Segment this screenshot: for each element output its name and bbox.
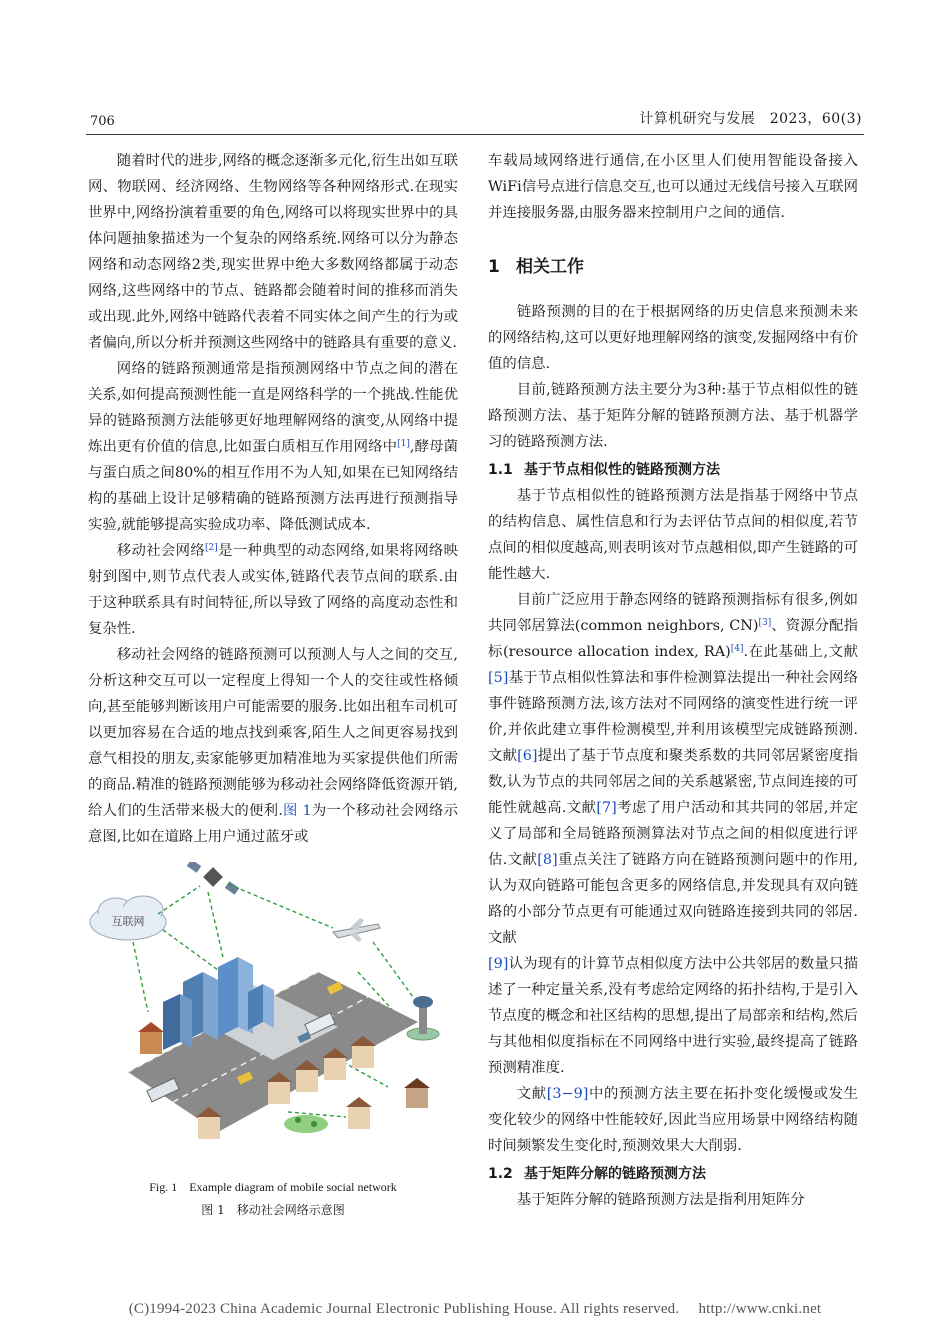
tower-icon: [407, 996, 439, 1040]
paragraph-mobile-link-prediction: 移动社会网络的链路预测可以预测人与人之间的交互,分析这种交互可以一定程度上得知一个人的交往或性格倾向,甚至能够判断该用户可能需要的服务.比如出租车司机可以更加容易在合适的地点找到乘客,陌生人之间更容易找到意气相投的朋友,卖家能够更加精准地为买家提供他们所需的商品.精准的链路预测能够为移动社会网络降低资源开销,给人们的生活带来极大的便利.图 1为一个移动社会网络示意图,比如在道路上用户通过蓝牙或: [88, 647, 459, 845]
figure-reference-link[interactable]: 图 1: [282, 803, 312, 819]
citation-link[interactable]: [3]: [758, 618, 772, 628]
paragraph-mobile-social-network: 移动社会网络[2]是一种典型的动态网络,如果将网络映射到图中,则节点代表人或实体,链路代表节点间的联系.由于这种联系具有时间特征,所以导致了网络的高度动态性和复杂性.: [88, 543, 458, 637]
header-rule: [86, 134, 864, 135]
citation-link[interactable]: [5]: [488, 670, 509, 686]
copyright-footer: (C)1994-2023 China Academic Journal Electronic Publishing House. All rights reserved. http://www.cnki.net: [128, 1301, 822, 1317]
section-heading: 1 相关工作: [488, 257, 584, 277]
citation-link[interactable]: [3−9]: [546, 1086, 589, 1102]
right-column: [488, 148, 858, 1213]
paragraph-purpose: 链路预测的目的在于根据网络的历史信息来预测未来的网络结构,这可以更好地理解网络的演变,发掘网络中有价值的信息.: [488, 304, 858, 372]
paragraph-limitations: 文献[3−9]中的预测方法主要在拓扑变化缓慢或发生变化较少的网络中性能较好,因此当应用场景中网络结构随时间频繁发生变化时,预测效果大大削弱.: [488, 1086, 858, 1154]
subsection-heading: 1.2 基于矩阵分解的链路预测方法: [488, 1166, 706, 1182]
citation-link[interactable]: [4]: [730, 644, 744, 654]
journal-header: 计算机研究与发展 2023，60(3): [639, 111, 862, 127]
citation-link[interactable]: [2]: [205, 543, 218, 553]
citation-link[interactable]: [9]: [488, 956, 509, 972]
park-area: [284, 1115, 328, 1133]
paragraph-node-similarity: 基于节点相似性的链路预测方法是指基于网络中节点的结构信息、属性信息和行为去评估节点间的相似度,若节点间的相似度越高,则表明该对节点越相似,即产生链路的可能性越大.: [488, 488, 858, 582]
page-number: 706: [90, 114, 115, 129]
paragraph-matrix-factorization: 基于矩阵分解的链路预测方法是指利用矩阵分: [516, 1192, 805, 1208]
cloud-label: 互联网: [111, 915, 145, 928]
citation-link[interactable]: [6]: [517, 748, 538, 764]
cloud-icon: [90, 896, 166, 940]
left-column: [88, 148, 458, 1218]
mobile-social-network-illustration: [88, 862, 458, 1172]
paragraph-link-prediction: 网络的链路预测通常是指预测网络中节点之间的潜在关系,如何提高预测性能一直是网络科学的一个挑战.性能优异的链路预测方法能够更好地理解网络的演变,从网络中提炼出更有价值的信息,比如蛋白质相互作用网络中[1],酵母菌与蛋白质之间80%的相互作用不为人知,如果在已知网络结构的基础上设计足够精确的链路预测方法再进行预测指导实验,就能够提高实验成功率、降低测试成本.: [88, 361, 458, 533]
airplane-icon: [333, 918, 380, 942]
paragraph-method-categories: 目前,链路预测方法主要分为3种:基于节点相似性的链路预测方法、基于矩阵分解的链路预测方法、基于机器学习的链路预测方法.: [488, 382, 858, 450]
figure-caption-english: Fig. 1 Example diagram of mobile social network: [149, 1180, 397, 1194]
citation-link[interactable]: [1]: [397, 439, 410, 449]
citation-link[interactable]: [8]: [537, 852, 558, 868]
paragraph-related-works: 目前广泛应用于静态网络的链路预测指标有很多,例如共同邻居算法(common neighbors, CN)[3]、资源分配指标(resource allocation index, RA)[4].在此基础上,文献[5]基于节点相似性算法和事件检测算法提出一种社会网络事件链路预测方法,该方法对不同网络的演变性进行统一评价,并依此建立事件检测模型,并利用该模型完成链路预测.文献[6]提出了基于节点度和聚类系数的共同邻居紧密度指数,认为节点的共同邻居之间的关系越紧密,节点间连接的可能性就越高.文献[7]考虑了用户活动和其共同的邻居,并定义了局部和全局链路预测算法对节点之间的相似度进行评估.文献[8]重点关注了链路方向在链路预测问题中的作用,认为双向链路可能包含更多的网络信息,并发现具有双向链路的小部分节点更有可能通过双向链路连接到共同的邻居.文献 [9]认为现有的计算节点相似度方法中公共邻居的数量只描述了一种定量关系,没有考虑给定网络的拓扑结构,于是引入节点度的概念和社区结构的思想,提出了局部亲和结构,然后与其他相似度指标在不同网络中进行实验,最终提高了链路预测精准度.: [488, 592, 858, 1076]
figure-caption-chinese: 图 1 移动社会网络示意图: [201, 1203, 345, 1217]
paragraph-continuation: 车载局域网络进行通信,在小区里人们使用智能设备接入WiFi信号点进行信息交互,也可以通过无线信号接入互联网并连接服务器,由服务器来控制用户之间的通信.: [488, 153, 858, 221]
paragraph-intro: 随着时代的进步,网络的概念逐渐多元化,衍生出如互联网、物联网、经济网络、生物网络等各种网络形式.在现实世界中,网络扮演着重要的角色,网络可以将现实世界中的具体问题抽象描述为一个复杂的网络系统.网络可以分为静态网络和动态网络2类,现实世界中绝大多数网络都属于动态网络,这些网络中的节点、链路都会随着时间的推移而消失或出现.此外,网络中链路代表着不同实体之间产生的行为或者偏向,所以分析并预测这些网络中的链路具有重要的意义.: [88, 153, 458, 351]
citation-link[interactable]: [7]: [596, 800, 617, 816]
subsection-heading: 1.1 基于节点相似性的链路预测方法: [488, 462, 720, 478]
figure-1: [88, 862, 458, 1218]
